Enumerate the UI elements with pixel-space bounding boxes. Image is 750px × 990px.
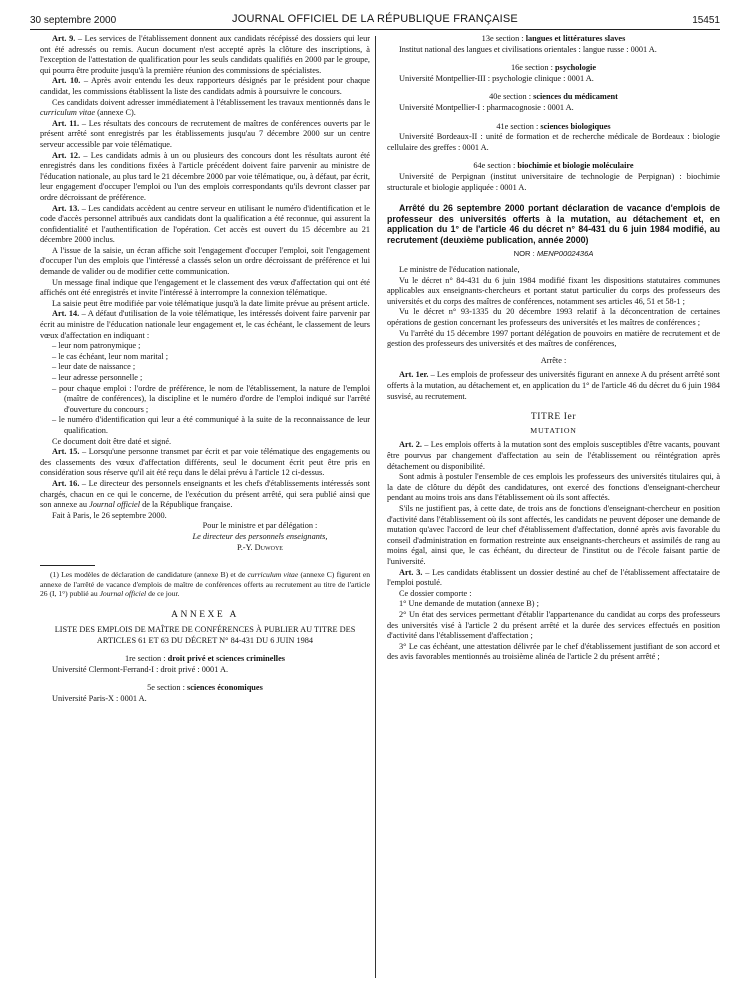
header-rule bbox=[30, 29, 720, 30]
list-item: – leur date de naissance ; bbox=[52, 362, 136, 372]
fait-a-paris: Fait à Paris, le 26 septembre 2000. bbox=[52, 510, 167, 520]
list-item: – leur nom patronymique ; bbox=[52, 341, 141, 351]
footnote: (1) Les modèles de déclaration de candidature (annexe B) et de curriculum vitae (annexe C) figurent en annexe de l'arrêté de vacance d'emplois de maître de conférences offerts au recrutement au titre de l'article 26 (I, 1°) publié au Journal officiel de ce jour. bbox=[40, 570, 371, 598]
arrete-label: Arrête : bbox=[540, 355, 567, 365]
article-13-para-4: La saisie peut être modifiée par voie télématique jusqu'à la date limite prévue au présent article. bbox=[52, 298, 370, 308]
section-item: Université Paris-X : 0001 A. bbox=[52, 693, 147, 703]
mutation-heading: MUTATION bbox=[530, 425, 577, 435]
article-13-para-2: A l'issue de la saisie, un écran affiche soit l'engagement d'occuper l'emploi, soit l'engagement d'occuper l'un des emplois que l'intéressé a classés selon un ordre décroissant de préférence et lui demande de valider ou de modifier cette communication. bbox=[40, 245, 370, 277]
list-item: 1° Une demande de mutation (annexe B) ; bbox=[399, 599, 539, 609]
section-item: Université Montpellier-I : pharmacognosie : 0001 A. bbox=[399, 102, 574, 112]
signature-name: P.-Y. Duwoye bbox=[237, 542, 283, 552]
page-header bbox=[30, 12, 720, 28]
article-13-para-3: Un message final indique que l'engagement et le classement des vœux d'affectation qui ont été affichés ont été enregistrés et invite l'intéressé à interrompre la connexion télématique. bbox=[40, 277, 370, 298]
column-divider bbox=[375, 36, 376, 978]
section-heading: 1re section : droit privé et sciences criminelles bbox=[125, 654, 285, 664]
list-item: 3° Le cas échéant, une attestation délivrée par le chef d'établissement justifiant de son accord et des avis favorables mentionnés au troisième alinéa de l'article 2 du présent arrêté ; bbox=[387, 641, 720, 662]
article-11: Art. 11. – Les résultats des concours de recrutement de maîtres de conférences ouverts par le présent arrêté sont enregistrés par les établissements jusqu'au 7 décembre 2000 sur un centre serveur accessible par voie télématique. bbox=[40, 118, 370, 149]
vu-decret-2: Vu le décret n° 93-1335 du 20 décembre 1993 relatif à la déconcentration de certaines opérations de gestion concernant les professeurs des universités et les maîtres de conférences ; bbox=[387, 307, 720, 328]
section-item: Institut national des langues et civilisations orientales : langue russe : 0001 A. bbox=[399, 44, 657, 54]
article-16: Art. 16. – Le directeur des personnels enseignants et les chefs d'établissements intéressés sont chargés, chacun en ce qui le concerne, de l'exécution du présent arrêté, qui sera publié ainsi que son annexe au Journal officiel de la République française. bbox=[40, 478, 370, 510]
section-heading: 5e section : sciences économiques bbox=[147, 683, 263, 693]
page-number: 15451 bbox=[692, 15, 720, 26]
arrete-title: Arrêté du 26 septembre 2000 portant déclaration de vacance d'emplois de professeur des universités offerts à la mutation, au détachement et, en application du 1° de l'article 46 du décret n° 84-431 du 6 juin 1984 modifié, au recrutement (deuxième publication, année 2000) bbox=[387, 203, 720, 245]
section-item: Université Montpellier-III : psychologie clinique : 0001 A. bbox=[399, 73, 594, 83]
article-2-para-3: S'ils ne justifient pas, à cette date, de trois ans de fonctions d'enseignant-chercheur en position d'activité dans l'établissement où ils sont affectés, les candidats ne peuvent déposer une demande de mutation qu'avec l'accord de leur chef d'établissement d'affectation, donné après avis favorable du conseil d'administration en formation restreinte aux enseignants-chercheurs et assimilés de rang au moins égal, ainsi que, le cas échéant, du directeur de l'institut ou de l'école faisant partie de l'université. bbox=[387, 503, 720, 566]
article-14: Art. 14. – A défaut d'utilisation de la voie télématique, les intéressés doivent faire parvenir par écrit au ministre de l'éducation nationale leur engagement et, le cas échéant, le classement de leurs vœux d'affectation en indiquant : bbox=[40, 309, 370, 340]
signature-line-1: Pour le ministre et par délégation : bbox=[202, 521, 318, 531]
annexe-heading: ANNEXE A bbox=[171, 610, 239, 621]
list-item: – le numéro d'identification qui leur a été communiqué à la suite de la reconnaissance de leur qualification. bbox=[52, 415, 370, 435]
list-item: – pour chaque emploi : l'ordre de préférence, le nom de l'établissement, la nature de l'emploi (maître de conférences), la discipline et le numéro d'ordre de l'emploi indiqué sur l'arrêté d'ouverture du concours ; bbox=[52, 383, 370, 414]
article-10: Art. 10. – Après avoir entendu les deux rapporteurs désignés par le président pour chaque candidat, les commissions établissent la liste des candidats admis à poursuivre le concours. bbox=[40, 76, 370, 96]
section-heading: 64e section : biochimie et biologie moléculaire bbox=[473, 161, 634, 171]
vu-arrete-3: Vu l'arrêté du 15 décembre 1997 portant délégation de pouvoirs en matière de recrutement et de gestion des professeurs des universités et des maîtres de conférences, bbox=[387, 328, 720, 349]
list-item: 2° Un état des services permettant d'établir l'appartenance du candidat au corps des professeurs des universités visé à l'article 2 du présent arrêté et la durée des services effectués en position d'activité dans l'établissement d'affectation ; bbox=[387, 609, 720, 641]
section-heading: 16e section : psychologie bbox=[510, 63, 597, 73]
article-14-end: Ce document doit être daté et signé. bbox=[52, 436, 172, 446]
list-item: – leur adresse personnelle ; bbox=[52, 373, 143, 382]
section-item: Université de Perpignan (institut universitaire de technologie de Perpignan) : biochimie structurale et biologie appliquée : 0001 A. bbox=[387, 171, 720, 192]
article-2: Art. 2. – Les emplois offerts à la mutation sont des emplois susceptibles d'être vacants, pouvant être pourvus par changement d'affectation au sein de l'établissement ou réintégration après détachement ou disponibilité. bbox=[387, 440, 720, 471]
list-item: – le cas échéant, leur nom marital ; bbox=[52, 351, 169, 361]
article-1: Art. 1er. – Les emplois de professeur des universités figurant en annexe A du présent arrêté sont offerts à la mutation, au détachement et, en application du 1° de l'article 46 du décret du 6 juin 1984 susvisé, au recrutement. bbox=[387, 370, 720, 401]
journal-title: JOURNAL OFFICIEL DE LA RÉPUBLIQUE FRANÇAISE bbox=[232, 13, 518, 25]
article-15: Art. 15. – Lorsqu'une personne transmet par écrit et par voie télématique des engagements ou des classements des vœux d'affectation différents, seul le document écrit peut être pris en considération sous réserve qu'il ait été reçu dans le délai prévu à l'article 12 ci-dessus. bbox=[40, 447, 370, 478]
article-12: Art. 12. – Les candidats admis à un ou plusieurs des concours dont les résultats auront été enregistrés dans les conditions fixées à l'article précédent doivent faire parvenir au ministre de l'éducation nationale, au plus tard le 21 décembre 2000 par voie télématique, ou, à défaut, par écrit, leur engagement d'occuper l'emploi ou l'un des emplois correspondants qu'ils devront classer par ordre décroissant de préférence. bbox=[40, 150, 370, 202]
article-9: Art. 9. – Les services de l'établissement donnent aux candidats récépissé des dossiers qui leur ont été adressés ou remis. Aucun document n'est accepté après la clôture des inscriptions, à l'exception de l'attestation de qualification pour les seuls candidats qualifiés en 2000 par le groupe, qui pourra être produite jusqu'à la première réunion des commissions de spécialistes. bbox=[40, 34, 370, 75]
section-heading: 40e section : sciences du médicament bbox=[489, 92, 618, 102]
article-2-para-2: Sont admis à postuler l'ensemble de ces emplois les professeurs des universités titulaires qui, à la date de clôture du dépôt des candidatures, ont exercé des fonctions d'enseignant-chercheur pendant au moins trois ans dans l'établissement où ils sont affectés. bbox=[387, 472, 720, 503]
left-column bbox=[40, 34, 370, 704]
annexe-title: LISTE DES EMPLOIS DE MAÎTRE DE CONFÉRENCES À PUBLIER AU TITRE DES ARTICLES 61 ET 63 DU DÉCRET N° 84-431 DU 6 JUIN 1984 bbox=[54, 624, 356, 645]
article-3: Art. 3. – Les candidats établissent un dossier destiné au chef de l'établissement affectataire de l'emploi postulé. bbox=[387, 567, 720, 588]
article-3-para-2: Ce dossier comporte : bbox=[399, 588, 472, 598]
header-date: 30 septembre 2000 bbox=[30, 15, 117, 26]
footnote-rule bbox=[40, 565, 95, 566]
article-10-para: Ces candidats doivent adresser immédiatement à l'établissement les travaux mentionnés dans le curriculum vitae (annexe C). bbox=[40, 97, 370, 118]
section-item: Université Clermont-Ferrand-I : droit privé : 0001 A. bbox=[52, 664, 229, 674]
vu-decret-1: Vu le décret n° 84-431 du 6 juin 1984 modifié fixant les dispositions statutaires communes applicables aux enseignants-chercheurs et portant statut particulier du corps des professeurs des universités et du corps des maîtres de conférences, notamment ses articles 46, 51 et 58-1 ; bbox=[387, 275, 720, 306]
signature-line-2: Le directeur des personnels enseignants, bbox=[192, 531, 328, 541]
nor-reference: NOR : MENP0002436A bbox=[513, 248, 594, 258]
section-heading: 13e section : langues et littératures slaves bbox=[481, 34, 626, 43]
right-column bbox=[387, 34, 720, 663]
article-13: Art. 13. – Les candidats accèdent au centre serveur en utilisant le numéro d'identification et le code d'accès personnel attribués aux candidats dont la qualification a été reconnue, qui assurent la confidentialité et l'authentification de l'opération. Cet accès est ouvert du 15 décembre au 21 décembre 2000 inclus. bbox=[40, 203, 370, 245]
titre-heading: TITRE Ier bbox=[530, 412, 577, 423]
section-heading: 41e section : sciences biologiques bbox=[496, 121, 611, 131]
section-item: Université Bordeaux-II : unité de formation et de recherche médicale de Bordeaux : biologie cellulaire des greffes : 0001 A. bbox=[387, 132, 720, 152]
minister-line: Le ministre de l'éducation nationale, bbox=[399, 265, 520, 275]
